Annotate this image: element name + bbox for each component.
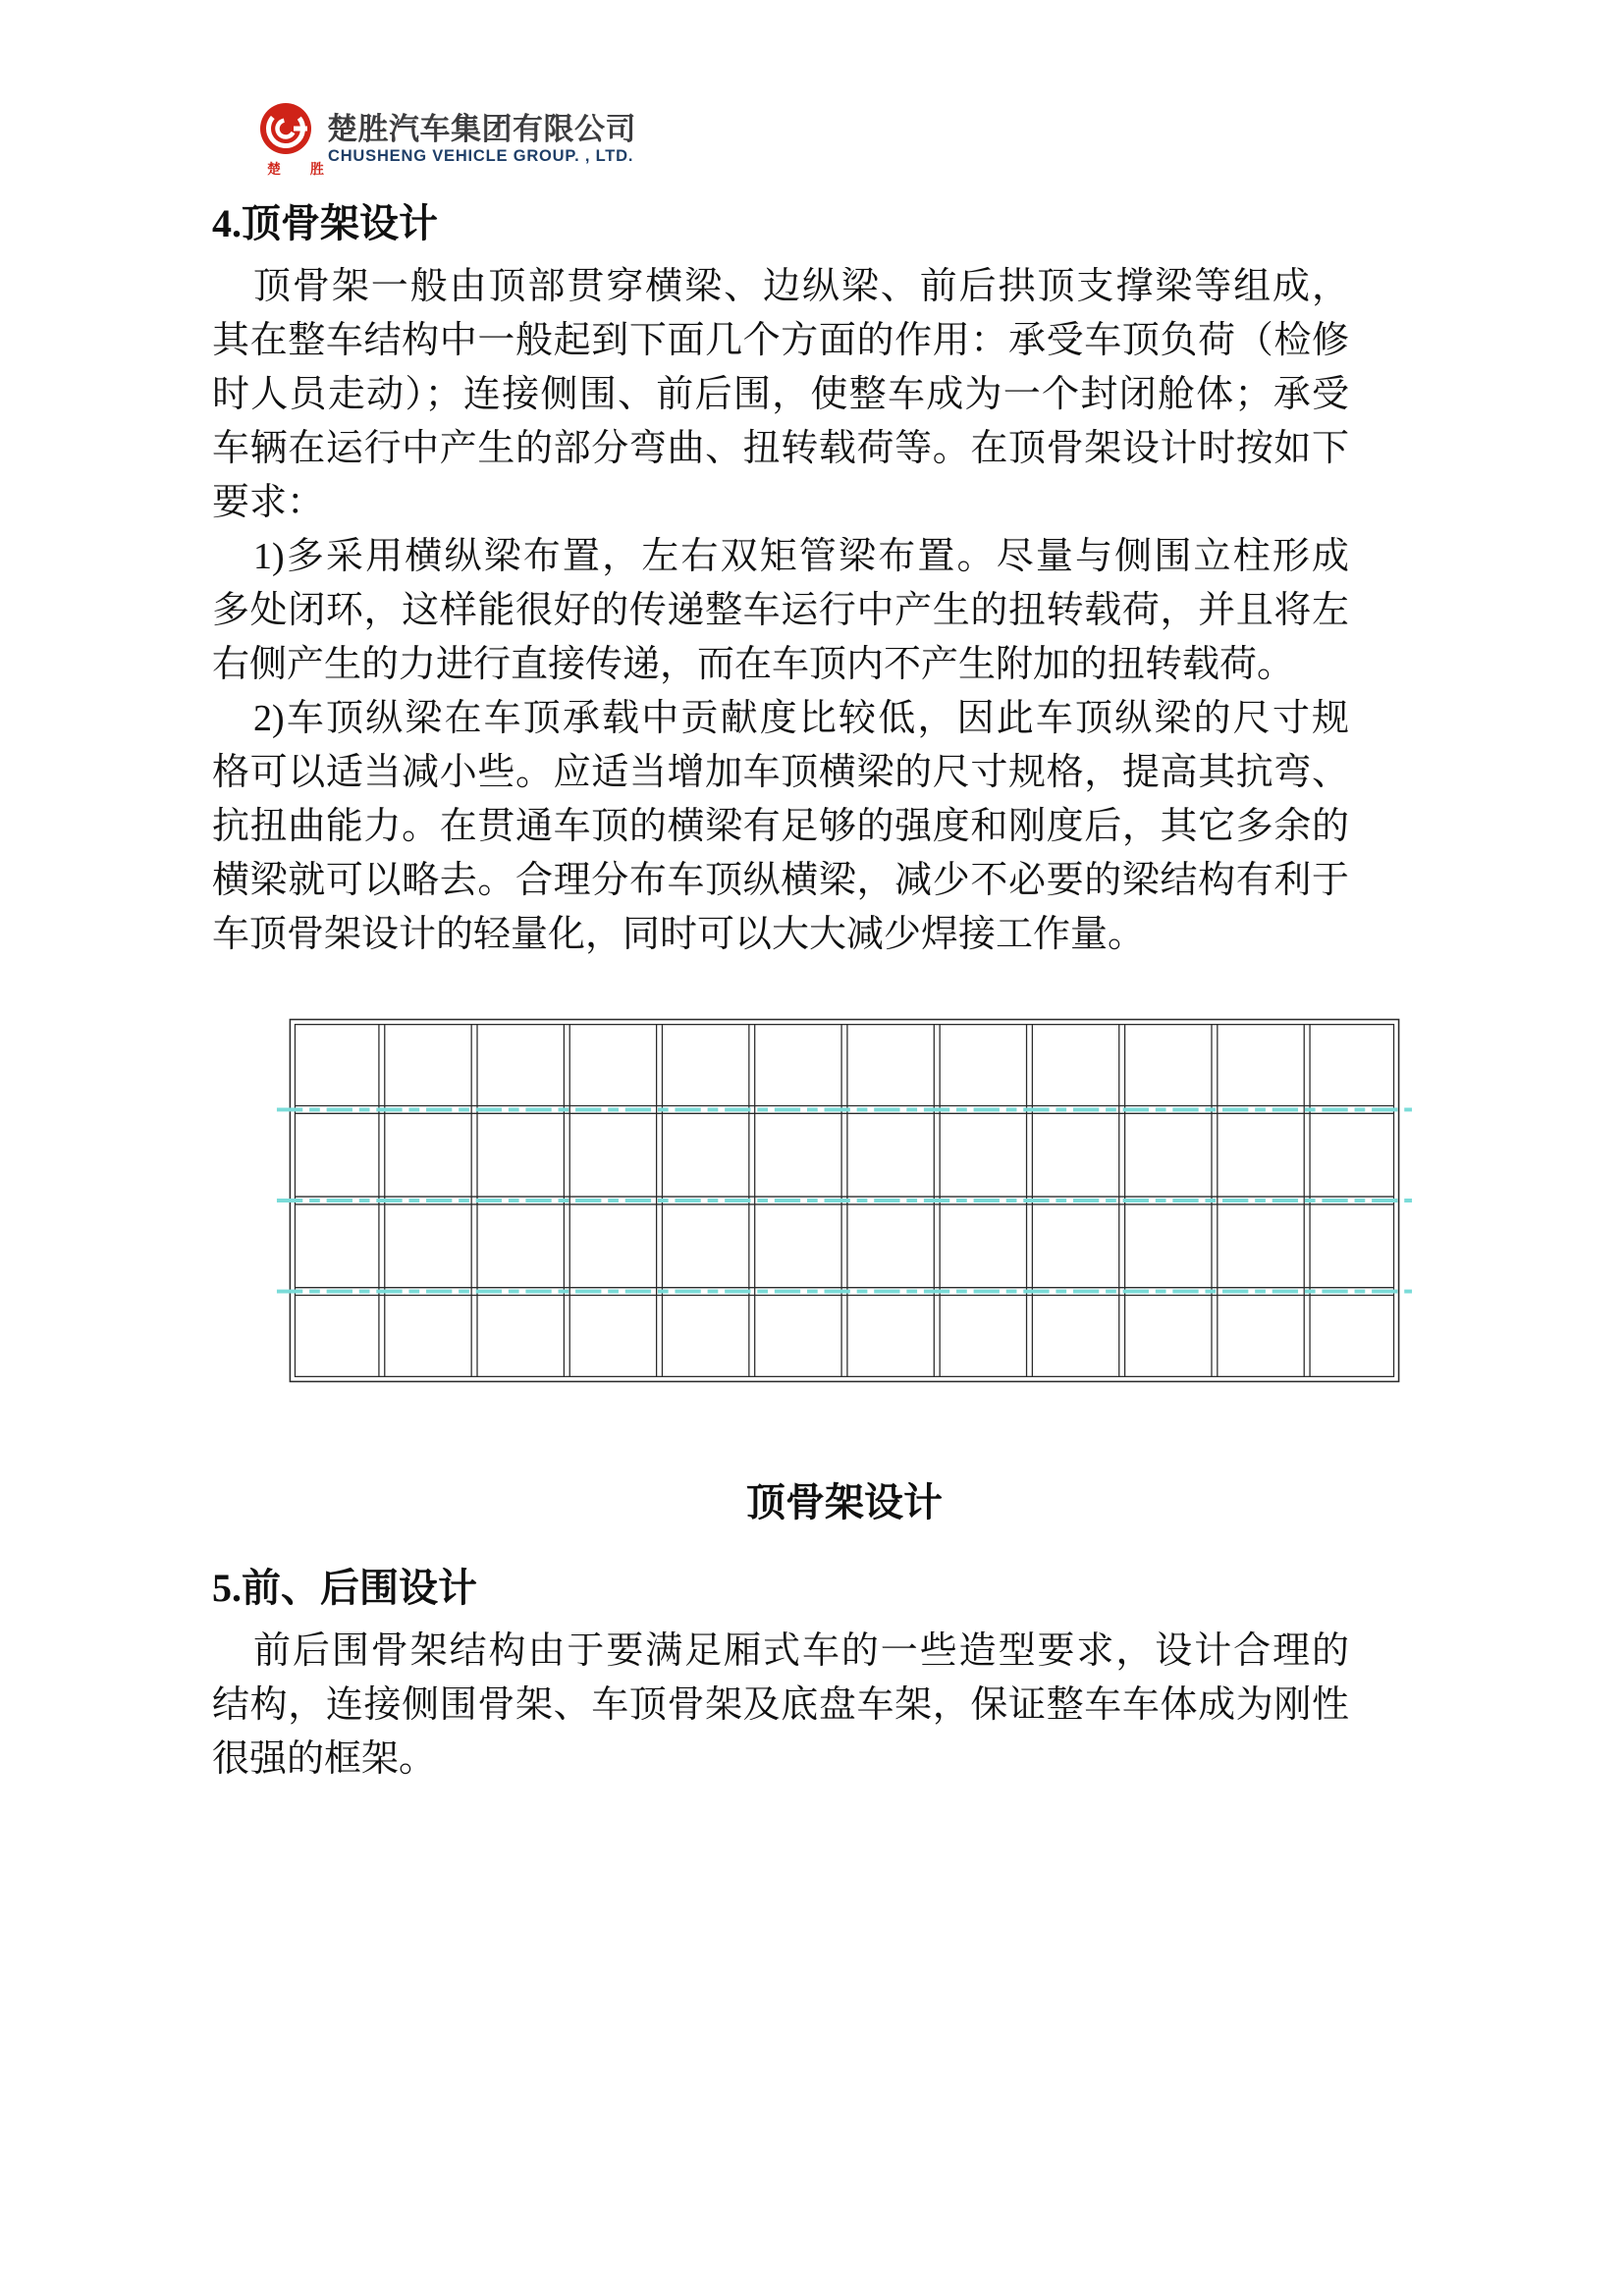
body-line: 抗扭曲能力。在贯通车顶的横梁有足够的强度和刚度后，其它多余的 bbox=[212, 806, 1349, 847]
company-name-en: CHUSHENG VEHICLE GROUP. , LTD. bbox=[328, 147, 634, 165]
paragraph bbox=[212, 1625, 1349, 1787]
body-line: 右侧产生的力进行直接传递，而在车顶内不产生附加的扭转载荷。 bbox=[212, 644, 1295, 685]
section4-body bbox=[212, 260, 1349, 962]
figure-caption: 顶骨架设计 bbox=[746, 1480, 943, 1524]
body-line: 格可以适当减小些。应适当增加车顶横梁的尺寸规格，提高其抗弯、 bbox=[212, 752, 1349, 793]
body-line: 多处闭环，这样能很好的传递整车运行中产生的扭转载荷，并且将左 bbox=[212, 590, 1349, 631]
body-line: 车顶骨架设计的轻量化，同时可以大大减少焊接工作量。 bbox=[212, 914, 1146, 955]
body-line: 2)车顶纵梁在车顶承载中贡献度比较低，因此车顶纵梁的尺寸规 bbox=[253, 698, 1349, 739]
body-line: 其在整车结构中一般起到下面几个方面的作用：承受车顶负荷（检修 bbox=[212, 320, 1349, 361]
body-line: 结构，连接侧围骨架、车顶骨架及底盘车架，保证整车车体成为刚性 bbox=[212, 1684, 1349, 1726]
body-line: 顶骨架一般由顶部贯穿横梁、边纵梁、前后拱顶支撑梁等组成， bbox=[253, 266, 1349, 307]
chusheng-logo-icon bbox=[257, 100, 314, 157]
paragraph bbox=[212, 530, 1349, 692]
roof-frame-diagram bbox=[275, 1014, 1414, 1387]
body-line: 要求： bbox=[212, 482, 325, 523]
logo-mark-caption: 楚 胜 bbox=[267, 161, 337, 177]
body-line: 1)多采用横纵梁布置，左右双矩管梁布置。尽量与侧围立柱形成 bbox=[253, 536, 1349, 577]
section4-heading: 4.顶骨架设计 bbox=[212, 201, 438, 245]
body-line: 时人员走动）；连接侧围、前后围，使整车成为一个封闭舱体；承受 bbox=[212, 374, 1349, 415]
body-line: 前后围骨架结构由于要满足厢式车的一些造型要求，设计合理的 bbox=[253, 1630, 1349, 1672]
company-name-zh: 楚胜汽车集团有限公司 bbox=[327, 112, 636, 146]
company-logo bbox=[257, 98, 729, 187]
paragraph bbox=[212, 260, 1349, 530]
body-line: 横梁就可以略去。合理分布车顶纵横梁，减少不必要的梁结构有利于 bbox=[212, 860, 1349, 901]
section5-body bbox=[212, 1625, 1349, 1787]
paragraph bbox=[212, 692, 1349, 962]
body-line: 车辆在运行中产生的部分弯曲、扭转载荷等。在顶骨架设计时按如下 bbox=[212, 428, 1349, 469]
section5-heading: 5.前、后围设计 bbox=[212, 1566, 477, 1610]
body-line: 很强的框架。 bbox=[212, 1738, 437, 1780]
